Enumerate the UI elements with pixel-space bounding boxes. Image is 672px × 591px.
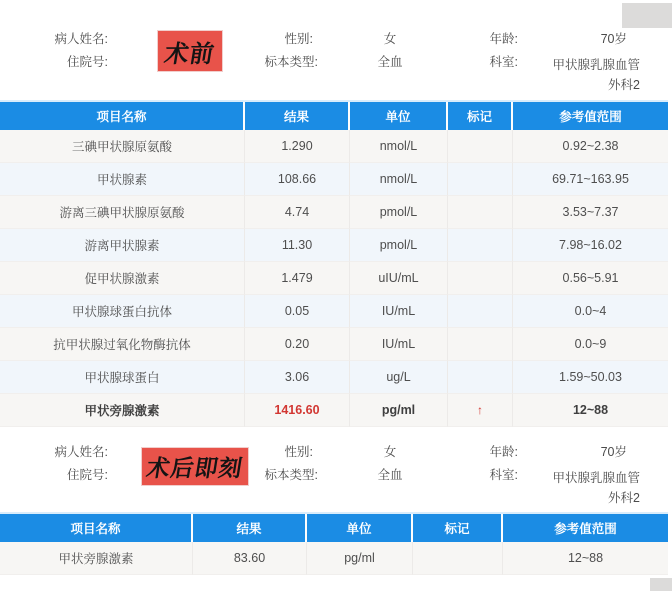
cell-item-name: 甲状腺球蛋白抗体: [0, 295, 245, 328]
cell-unit: pg/ml: [350, 394, 448, 427]
cell-range: 3.53~7.37: [513, 196, 668, 229]
header-result: 结果: [193, 514, 307, 542]
gender-label: 性别:: [284, 32, 313, 46]
age-value: 70岁: [600, 32, 627, 46]
cell-item-name: 抗甲状腺过氧化物酶抗体: [0, 328, 245, 361]
cell-range: 0.0~4: [513, 295, 668, 328]
cell-unit: nmol/L: [350, 163, 448, 196]
pre-op-patient-info: [0, 0, 672, 102]
cell-unit: pmol/L: [350, 229, 448, 262]
cell-range: 0.56~5.91: [513, 262, 668, 295]
table-row: [0, 262, 668, 295]
cell-result: 11.30: [245, 229, 350, 262]
cell-result-abnormal: 1416.60: [245, 394, 350, 427]
cell-unit: IU/mL: [350, 295, 448, 328]
cell-result: 0.20: [245, 328, 350, 361]
cell-mark: [448, 196, 513, 229]
header-range: 参考值范围: [554, 522, 617, 536]
cell-result: 108.66: [245, 163, 350, 196]
cell-item-name: 甲状旁腺激素: [0, 542, 193, 575]
specimen-value: 全血: [377, 55, 403, 69]
cell-item-name: 游离三碘甲状腺原氨酸: [0, 196, 245, 229]
cell-mark: [413, 542, 503, 575]
cell-result: 3.06: [245, 361, 350, 394]
cell-result: 0.05: [245, 295, 350, 328]
cell-item-name: 游离甲状腺素: [0, 229, 245, 262]
post-op-patient-info: [0, 427, 672, 514]
table-row: [0, 130, 668, 163]
cell-item-name: 甲状腺素: [0, 163, 245, 196]
department-label: 科室:: [489, 468, 518, 482]
header-mark: 标记: [413, 514, 503, 542]
cell-unit: nmol/L: [350, 130, 448, 163]
table-header-row: [0, 514, 668, 542]
gender-value: 女: [383, 445, 397, 459]
cell-unit: ug/L: [350, 361, 448, 394]
pre-op-results-table: [0, 100, 668, 427]
cell-mark: [448, 262, 513, 295]
cell-mark: [448, 361, 513, 394]
age-label: 年龄:: [489, 32, 518, 46]
cell-unit: pmol/L: [350, 196, 448, 229]
cell-unit: pg/ml: [307, 542, 413, 575]
hospital-no-label: 住院号:: [67, 468, 108, 482]
specimen-label: 标本类型:: [264, 55, 318, 69]
pre-op-stamp: [158, 31, 222, 71]
table-row: [0, 328, 668, 361]
cell-range: 12~88: [513, 394, 668, 427]
cell-range: 0.0~9: [513, 328, 668, 361]
header-mark: 标记: [448, 102, 513, 130]
header-item-name: 项目名称: [0, 514, 193, 542]
department-value: 甲状腺乳腺血管外科2: [552, 58, 640, 92]
age-label: 年龄:: [489, 445, 518, 459]
cell-unit: IU/mL: [350, 328, 448, 361]
specimen-label: 标本类型:: [264, 468, 318, 482]
up-arrow-icon: ↑: [448, 394, 513, 427]
cell-result: 1.290: [245, 130, 350, 163]
hospital-no-label: 住院号:: [67, 55, 108, 69]
cell-range: 1.59~50.03: [513, 361, 668, 394]
post-op-results-table: [0, 512, 668, 575]
table-row: [0, 229, 668, 262]
post-op-stamp-text: 术后即刻: [144, 455, 245, 481]
cell-mark: [448, 328, 513, 361]
table-row: [0, 542, 668, 575]
cell-mark: [448, 130, 513, 163]
cell-unit: uIU/mL: [350, 262, 448, 295]
table-row: [0, 196, 668, 229]
table-row: [0, 361, 668, 394]
header-unit: 单位: [307, 514, 413, 542]
cell-item-name: 甲状旁腺激素: [0, 394, 245, 427]
header-result: 结果: [245, 102, 350, 130]
table-row: [0, 163, 668, 196]
age-value: 70岁: [600, 445, 627, 459]
cell-item-name: 三碘甲状腺原氨酸: [0, 130, 245, 163]
cell-result: 1.479: [245, 262, 350, 295]
post-op-stamp: [142, 448, 248, 485]
bottom-right-gray-fragment: [650, 578, 672, 591]
cell-range: 12~88: [503, 542, 668, 575]
header-unit: 单位: [350, 102, 448, 130]
table-header-row: [0, 102, 668, 130]
cell-item-name: 促甲状腺激素: [0, 262, 245, 295]
cell-result: 4.74: [245, 196, 350, 229]
cell-item-name: 甲状腺球蛋白: [0, 361, 245, 394]
patient-name-label: 病人姓名:: [54, 32, 108, 46]
cell-mark: [448, 163, 513, 196]
department-value: 甲状腺乳腺血管外科2: [552, 471, 640, 505]
table-row-abnormal: [0, 394, 668, 427]
table-row: [0, 295, 668, 328]
gender-value: 女: [383, 32, 397, 46]
cell-mark: [448, 229, 513, 262]
header-item-name: 项目名称: [0, 102, 245, 130]
cell-range: 0.92~2.38: [513, 130, 668, 163]
gender-label: 性别:: [284, 445, 313, 459]
cell-result: 83.60: [193, 542, 307, 575]
cell-range: 7.98~16.02: [513, 229, 668, 262]
department-label: 科室:: [489, 55, 518, 69]
pre-op-stamp-text: 术前: [162, 40, 217, 68]
cell-mark: [448, 295, 513, 328]
header-range: 参考值范围: [559, 110, 622, 124]
cell-range: 69.71~163.95: [513, 163, 668, 196]
specimen-value: 全血: [377, 468, 403, 482]
patient-name-label: 病人姓名:: [54, 445, 108, 459]
